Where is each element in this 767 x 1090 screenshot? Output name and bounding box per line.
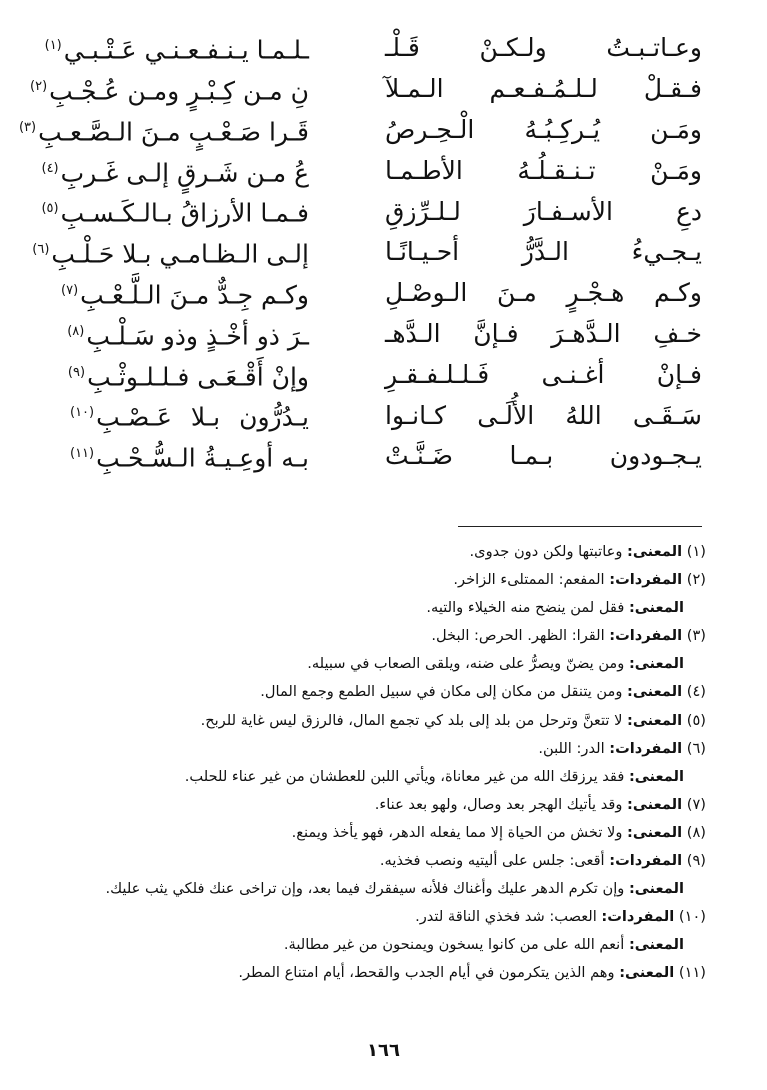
- footnote: (٣) المفردات: القرا: الظهر. الحرص: البخل.: [431, 627, 706, 645]
- footnote: (١) المعنى: وعاتبتها ولكن دون جدوى.: [469, 543, 706, 560]
- verse-first-hemistich: وعـاتـبـتُ ولـكـنْ قَـلْـ: [385, 33, 702, 63]
- verse-first-hemistich: دعِ الأسـفـارَ لـلـرِّزقِ: [385, 196, 702, 226]
- footnote: المعنى: فقل لمن ينضح منه الخيلاء والتيه.: [426, 599, 684, 617]
- verse-second-hemistich: فـمـا الأرزاقُ بـالـكَـسـبِ$^{(٥)}$: [41, 198, 309, 228]
- verse-second-hemistich: وإنْ أَقْـعَـى فـلـلـوثْـبِ$^{(٩)}$: [67, 361, 309, 391]
- verse-second-hemistich: يـدُرُّون بـلا عَـصْـبِ$^{(١٠)}$: [70, 402, 309, 432]
- verse-first-hemistich: سَـقَـى اللهُ الأُلَـى كـانـوا: [385, 400, 702, 430]
- footnote: (٦) المفردات: الدر: اللبن.: [538, 739, 706, 757]
- footnote: (٩) المفردات: أقعى: جلس على أليتيه ونصب فخذيه.: [379, 852, 706, 870]
- footnote-marker: (٤): [41, 160, 59, 176]
- verse-10: [70, 395, 702, 436]
- verse-first-hemistich: يـجـودون بـمـا ضَـنَّـتْ: [385, 441, 702, 471]
- footnote-divider: [458, 526, 702, 527]
- footnote-marker: (٣): [18, 119, 37, 135]
- verse-first-hemistich: يـجـيءُ الـدَّرُّ أحـيـانًـا: [385, 237, 702, 267]
- footnote: (٥) المعنى: لا تتعنَّ وترحل من بلد إلى بلد كي تجمع المال، فالرزق ليس غاية للربح.: [200, 711, 706, 729]
- verse-11: [70, 436, 702, 477]
- verse-first-hemistich: فـقـلْ لـلـمُـفـعـم الـمـلآ: [385, 74, 702, 104]
- footnote: (١٠) المفردات: العصب: شد فخذي الناقة لتدر.: [415, 908, 706, 926]
- poem: [18, 28, 702, 477]
- footnote: (٨) المعنى: ولا تخش من الحياة إلا مما يفعله الدهر، فهو يأخذ ويمنع.: [291, 823, 706, 841]
- verse-2: [30, 69, 702, 110]
- verse-6: [32, 232, 702, 273]
- footnote-marker: (٧): [61, 283, 79, 299]
- verse-second-hemistich: قَـرا صَـعْـبٍ مـنَ الـصَّـعـبِ$^{(٣)}$: [18, 117, 309, 147]
- footnote-marker: (٥): [41, 201, 59, 217]
- verse-first-hemistich: خـفِ الـدَّهـرَ فـإنَّ الـدَّهـ: [385, 318, 702, 348]
- verse-second-hemistich: إلـى الـظـامـي بـلا حَـلْـبِ$^{(٦)}$: [32, 239, 309, 269]
- verse-9: [67, 354, 702, 395]
- verse-7: [61, 273, 702, 314]
- verse-first-hemistich: ومَـن يُـركِـبُـهُ الْـحِـرصُ: [385, 114, 702, 144]
- footnote-marker: (١): [44, 38, 62, 54]
- verse-5: [41, 191, 702, 232]
- verse-second-hemistich: عُ مـن شَـرقٍ إلـى غَـربِ$^{(٤)}$: [41, 157, 309, 187]
- footnote: (١١) المعنى: وهم الذين يتكرمون في أيام الجدب والقحط، أيام امتناع المطر.: [238, 964, 706, 982]
- footnote-marker: (٩): [67, 364, 86, 380]
- verse-1: [44, 28, 702, 69]
- page-number: ١٦٦: [367, 1040, 400, 1061]
- footnote-marker: (١١): [70, 446, 95, 462]
- verse-4: [41, 150, 702, 191]
- footnote-marker: (٢): [30, 79, 48, 95]
- verse-3: [18, 110, 702, 151]
- footnote: (٢) المفردات: المفعم: الممتلىء الزاخر.: [453, 571, 706, 589]
- verse-second-hemistich: ـرَ ذو أخْـذٍ وذو سَـلْـبِ$^{(٨)}$: [67, 321, 309, 351]
- verse-second-hemistich: وكـم جِـدٌّ مـنَ الـلَّـعْـبِ$^{(٧)}$: [61, 280, 309, 310]
- footnote: المعنى: فقد يرزقك الله من غير معاناة، ويأتي اللبن للعطشان من غير عناء للحلب.: [184, 767, 684, 785]
- verse-second-hemistich: بـه أوعِـيـةُ الـسُّـحْـبِ$^{(١١)}$: [70, 443, 309, 473]
- footnote: المعنى: أنعم الله على من كانوا يسخون ويمنحون من غير مطالبة.: [283, 936, 684, 954]
- verse-8: [67, 314, 702, 355]
- footnote-marker: (٦): [32, 242, 50, 258]
- verse-second-hemistich: نِ مـن كِـبْـرٍ ومـن عُـجْـبِ$^{(٢)}$: [30, 76, 309, 106]
- verse-first-hemistich: ومَـنْ تـنـقـلُـهُ الأطـمـا: [385, 155, 702, 185]
- footnotes: [60, 538, 706, 988]
- verse-second-hemistich: ـلـمـا يـنـفـعـنـي عَـتْـبـي$^{(١)}$: [44, 35, 309, 65]
- verse-first-hemistich: فـإنْ أغـنـى فَـلـلـفـقـرِ: [385, 359, 702, 389]
- footnote: المعنى: ومن يضنّ ويصرُّ على ضنه، ويلقى الصعاب في سبيله.: [307, 655, 684, 673]
- verse-first-hemistich: وكـم هـجْـرٍ مـنَ الـوصْـلِ: [385, 278, 702, 308]
- footnote: (٤) المعنى: ومن يتنقل من مكان إلى مكان في سبيل الطمع وجمع المال.: [260, 683, 706, 701]
- footnote-marker: (١٠): [70, 405, 95, 421]
- footnote: المعنى: وإن تكرم الدهر عليك وأغناك فلأنه سيفقرك فيما بعد، وإن تراخى عنك فلكي يثب عليك.: [105, 880, 684, 898]
- footnote-marker: (٨): [67, 323, 85, 339]
- footnote: (٧) المعنى: وقد يأتيك الهجر بعد وصال، ولهو بعد عناء.: [374, 795, 706, 813]
